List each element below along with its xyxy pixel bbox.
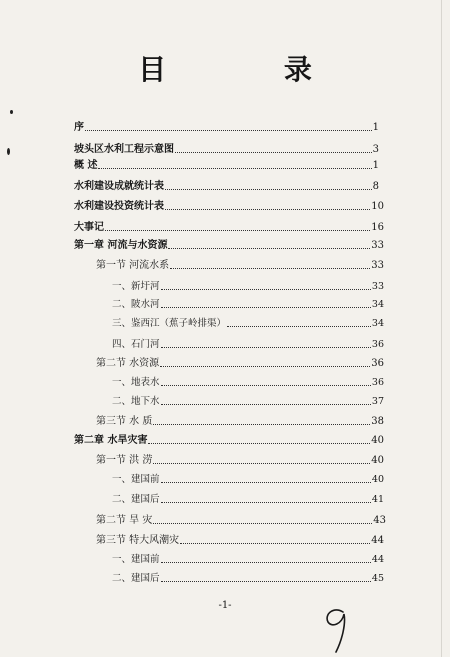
leader-dots [105, 222, 370, 231]
toc-entry-page: 37 [371, 396, 384, 407]
leader-dots [168, 240, 370, 249]
toc-entry [112, 494, 384, 506]
handwritten-mark [310, 600, 370, 657]
leader-dots [180, 535, 370, 544]
toc-entry-page: 36 [371, 358, 384, 369]
toc-entry [96, 455, 384, 467]
toc-entry-page: 33 [371, 260, 384, 271]
toc-entry [74, 435, 384, 447]
toc-entry-label: 坡头区水利工程示意图 [74, 144, 174, 155]
toc-entry-label: 第二节 旱 灾 [96, 515, 153, 526]
toc-entry [112, 573, 384, 585]
toc-entry-label: 第二章 水旱灾害 [74, 435, 148, 446]
scan-speck [10, 110, 13, 114]
toc-entry [74, 122, 379, 134]
toc-entry [74, 201, 384, 213]
toc-entry-label: 第一节 洪 涝 [96, 455, 153, 466]
toc-entry [74, 160, 379, 172]
toc-entry-label: 三、鉴西江（蕉子岭排渠） [112, 318, 227, 329]
toc-entry-label: 二、建国后 [112, 494, 160, 505]
toc-entry-label: 二、陂水河 [112, 299, 160, 310]
toc-entry-label: 序 [74, 122, 84, 133]
leader-dots [161, 339, 371, 348]
leader-dots [161, 299, 371, 308]
toc-entry-page: 40 [371, 435, 384, 446]
toc-entry-label: 第三节 水 质 [96, 416, 153, 427]
toc-entry [112, 377, 384, 389]
leader-dots [148, 435, 370, 444]
leader-dots [161, 554, 371, 563]
toc-entry-page: 1 [372, 122, 379, 133]
leader-dots [175, 144, 372, 153]
toc-entry-label: 一、新圩河 [112, 281, 160, 292]
toc-entry-page: 40 [371, 474, 384, 485]
toc-entry-label: 第一章 河流与水资源 [74, 240, 168, 251]
toc-entry [74, 222, 384, 234]
toc-entry-page: 41 [371, 494, 384, 505]
leader-dots [161, 377, 371, 386]
toc-entry-page: 33 [371, 240, 384, 251]
toc-entry-label: 第一节 河流水系 [96, 260, 170, 271]
leader-dots [165, 201, 370, 210]
toc-entry-label: 一、建国前 [112, 554, 160, 565]
toc-entry [96, 416, 384, 428]
leader-dots [227, 318, 371, 327]
toc-entry-label: 第二节 水资源 [96, 358, 160, 369]
page-title: 目 录 [138, 53, 366, 86]
toc-entry-page: 38 [371, 416, 384, 427]
toc-entry-page: 16 [371, 222, 384, 233]
toc-entry [112, 281, 384, 293]
toc-entry [96, 358, 384, 370]
toc-entry-label: 二、地下水 [112, 396, 160, 407]
leader-dots [165, 181, 372, 190]
toc-entry-page: 34 [371, 318, 384, 329]
leader-dots [98, 160, 371, 169]
leader-dots [170, 260, 370, 269]
toc-entry [96, 260, 384, 272]
toc-entry-page: 8 [372, 181, 379, 192]
leader-dots [161, 474, 371, 483]
toc-entry-page: 10 [371, 201, 384, 212]
toc-entry [74, 144, 379, 156]
leader-dots [153, 455, 370, 464]
toc-entry-page: 43 [373, 515, 386, 526]
toc-entry-label: 四、石门河 [112, 339, 160, 350]
leader-dots [153, 515, 372, 524]
leader-dots [160, 358, 370, 367]
toc-entry-label: 一、地表水 [112, 377, 160, 388]
toc-entry-page: 45 [371, 573, 384, 584]
toc-entry-label: 水利建设成就统计表 [74, 181, 164, 192]
toc-entry [112, 299, 384, 311]
toc-entry [74, 240, 384, 252]
toc-entry [96, 535, 384, 547]
toc-entry [96, 515, 386, 527]
toc-entry-label: 第三节 特大风潮灾 [96, 535, 180, 546]
toc-entry-page: 3 [372, 144, 379, 155]
toc-entry [112, 339, 384, 351]
page-number: -1- [218, 600, 232, 611]
scan-speck [7, 148, 10, 155]
toc-entry-page: 36 [371, 339, 384, 350]
toc-entry-label: 二、建国后 [112, 573, 160, 584]
leader-dots [161, 494, 371, 503]
leader-dots [161, 573, 371, 582]
toc-entry-page: 33 [371, 281, 384, 292]
toc-entry-label: 一、建国前 [112, 474, 160, 485]
toc-entry-page: 44 [371, 554, 384, 565]
toc-entry [112, 318, 384, 330]
leader-dots [153, 416, 370, 425]
toc-entry-page: 44 [371, 535, 384, 546]
toc-entry-page: 36 [371, 377, 384, 388]
toc-entry [112, 474, 384, 486]
toc-entry [112, 396, 384, 408]
toc-entry-page: 1 [372, 160, 379, 171]
leader-dots [161, 396, 371, 405]
leader-dots [85, 122, 372, 131]
toc-entry-label: 水利建设投资统计表 [74, 201, 164, 212]
toc-entry [112, 554, 384, 566]
toc-entry-label: 大事记 [74, 222, 104, 233]
toc-entry [74, 181, 379, 193]
toc-entry-page: 40 [371, 455, 384, 466]
toc-entry-page: 34 [371, 299, 384, 310]
leader-dots [161, 281, 371, 290]
toc-entry-label: 概 述 [74, 160, 98, 171]
